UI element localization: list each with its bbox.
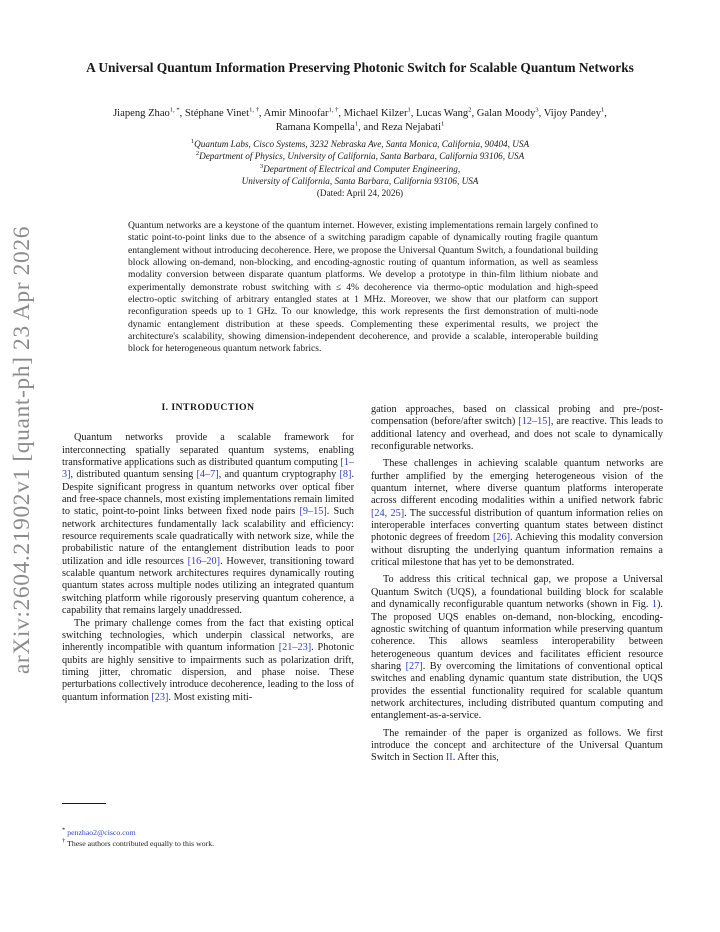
paragraph-text: , are reactive. This leads to additional latency and overhead, and does not scale to dynamically reconfigurable networks. [371, 416, 664, 453]
paragraph-text: , and quantum cryptography [218, 469, 340, 481]
arxiv-identifier-stamp: arXiv:2604.21902v1 [quant-ph] 23 Apr 2026 [9, 225, 35, 675]
author-name: Stéphane Vinet [184, 108, 250, 119]
section-heading-introduction: I. INTRODUCTION [161, 402, 255, 413]
affiliation-text: Department of Physics, University of California, Santa Barbara, California 93106, USA [199, 151, 525, 162]
citation-link[interactable]: [1–3] [62, 457, 354, 481]
paragraph-text: . Most existing miti- [168, 691, 253, 703]
affiliation-mark: 1 [190, 137, 195, 145]
body-paragraph [371, 728, 663, 765]
author-affiliation-mark: 1 [601, 106, 605, 114]
email-link[interactable]: penzhao2@cisco.com [65, 828, 136, 837]
citation-link[interactable]: [8] [339, 469, 352, 481]
citation-link[interactable]: [12–15] [518, 416, 551, 428]
author-name: Jiapeng Zhao [113, 108, 170, 119]
paragraph-text: Quantum networks provide a scalable framework for interconnecting spatially separated quantum systems, enabling transformative applications such as distributed quantum computing [62, 432, 354, 469]
affiliation-mark: 3 [259, 162, 264, 170]
paragraph-text: . Achieving this modality conversion without disrupting the underlying quantum information remains a critical milestone that has yet to be demonstrated. [371, 532, 664, 569]
footnote-text: These authors contributed equally to this work. [65, 838, 215, 848]
dated-line: (Dated: April 24, 2026) [316, 188, 404, 199]
left-column [62, 402, 354, 704]
affiliation-line [80, 175, 640, 187]
body-paragraph [62, 618, 354, 704]
author-affiliation-mark: 1, * [169, 106, 180, 114]
paragraph-text: . Photonic qubits are highly sensitive to impairments such as polarization drift, timing jitter, chromatic dispersion, and phase noise. These perturbations collectively introduce decoherence, leading to the loss of quantum information [62, 642, 354, 703]
body-paragraph [371, 404, 663, 453]
footnote [62, 836, 352, 850]
paragraph-text: To address this critical technical gap, we propose a Universal Quantum Switch (UQS), a foundational building block for scalable and dynamically reconfigurable quantum networks (shown in Fig. [371, 574, 663, 611]
author-affiliation-mark: 1, † [249, 106, 259, 114]
body-paragraph [371, 574, 663, 722]
footnote-rule [62, 803, 106, 804]
affiliation-line [80, 163, 640, 175]
author-name: Galan Moody [476, 108, 536, 119]
paragraph-text: The remainder of the paper is organized as follows. We first introduce the concept and architecture of the Universal Quantum Switch in Section [371, 727, 663, 764]
footnote-mark: * [62, 826, 66, 834]
paragraph-text: . Such network architectures fundamentally lack scalability and efficiency: resource requirements scale quadratically with network size, while the probabilistic nature of the entanglement distribution leads to poor utilization and idle resources [62, 506, 354, 567]
author-affiliation-mark: 1 [354, 119, 359, 127]
paragraph-text: . The successful distribution of quantum information relies on interoperable interfaces converting quantum states between distinct photonic degrees of freedom [371, 507, 664, 544]
footnote [62, 828, 352, 839]
affiliation-text: Quantum Labs, Cisco Systems, 3232 Nebraska Ave, Santa Monica, California, 90404, USA [194, 139, 530, 149]
affiliation-text: Department of Electrical and Computer Engineering, [263, 163, 461, 174]
citation-link[interactable]: [26] [492, 532, 511, 544]
citation-link[interactable]: [23] [151, 691, 169, 703]
author-name: Lucas Wang [416, 108, 469, 119]
paragraph-text: The primary challenge comes from the fact that existing optical switching technologies, which underpin classical networks, are inherently incompatible with quantum information [62, 617, 354, 654]
body-paragraph [62, 432, 354, 617]
affiliation-line [80, 138, 640, 150]
body-paragraph [371, 458, 663, 569]
author-list: Jiapeng Zhao$^{1, *}$, Stéphane Vinet$^{1, \dagger}$, Amir Minoofar$^{1, \dagger}$, Michael Kilzer$^1$, Lucas Wang$^2$, Galan Moody$^3$, Vijoy Pandey$^1$, Ramana Kompella$^1$, and Reza Nejabati$^1$ [113, 106, 607, 133]
paragraph-text: gation approaches, based on classical probing and pre-/post-compensation (before/after switch) [371, 404, 663, 428]
footnote-mark: † [62, 836, 66, 844]
author-name: and Reza Nejabati [363, 121, 442, 133]
affiliation-text: University of California, Santa Barbara, California 93106, USA [241, 175, 479, 186]
affiliation-line [80, 150, 640, 162]
author-name: Ramana Kompella [275, 121, 355, 133]
author-affiliation-mark: 3 [535, 106, 539, 114]
citation-link[interactable]: [9–15] [299, 506, 327, 518]
abstract: Quantum networks are a keystone of the quantum internet. However, existing implementations remain largely confined to static point-to-point links due to the absence of a switching paradigm capable of dynamically routing fragile quantum entanglement without introducing decoherence. Here, we propose the Universal Quantum Switch, a foundational building block allowing on-demand, non-blocking, and encoding-agnostic routing of quantum information, as well as seamless modality conversion between disparate quantum platforms. We develop a prototype in thin-film lithium niobate and experimentally demonstrate robust switching with ≤ 4% decoherence via thermo-optic modulation and high-speed electro-optic switching of arbitrary entangled states at 1 MHz. Moreover, we show that our platform can support reconfiguration speeds up to 1 GHz. To our knowledge, this work represents the first demonstration of multi-node dynamic entanglement distribution at these speeds. Complementing these experimental results, we project the architecture's scalability, showing dimension-independent decoherence, and provide a scalable, interoperable building block for heterogeneous quantum network fabrics. [128, 220, 598, 355]
paper-title: A Universal Quantum Information Preserving Photonic Switch for Scalable Quantum Networks [86, 60, 634, 75]
author-name: Vijoy Pandey [543, 108, 602, 119]
author-affiliation-mark: 2 [468, 106, 472, 114]
paragraph-text: . Despite significant progress in quantum networks over optical fiber and free-space channels, most existing implementations remain limited to static, point-to-point links between fixed node pairs [62, 469, 354, 518]
affiliation-block [80, 138, 640, 199]
paragraph-text: ). The proposed UQS enables on-demand, non-blocking, encoding-agnostic switching of quantum information while preserving quantum coherence. This allows seamless interoperability between heterogeneous quantum devices and facilitates efficient resource sharing [371, 599, 663, 672]
author-affiliation-mark: 1 [441, 119, 445, 127]
citation-link[interactable]: [27] [405, 660, 423, 672]
citation-link[interactable]: II [445, 752, 453, 764]
paragraph-text: . However, transitioning toward scalable quantum network architectures requires dynamically routing quantum states across multiple nodes utilizing an integrated quantum switching platform while rigorously preserving quantum coherence, a capability that remains largely unaddressed. [62, 555, 354, 617]
author-affiliation-mark: 1, † [328, 106, 339, 114]
citation-link[interactable]: 1 [651, 599, 658, 611]
citation-link[interactable]: [16–20] [187, 555, 221, 567]
citation-link[interactable]: [4–7] [196, 469, 219, 481]
citation-link[interactable]: [24, 25] [371, 507, 405, 519]
right-column [371, 404, 663, 765]
author-name: Michael Kilzer [343, 108, 408, 119]
paragraph-text: These challenges in achieving scalable quantum networks are further amplified by the emerging heterogeneous vision of the quantum internet, where diverse quantum platforms interoperate across different encoding modalities within a unified network fabric [371, 458, 663, 507]
citation-link[interactable]: [21–23] [278, 642, 312, 654]
author-affiliation-mark: 1 [407, 106, 411, 114]
affiliation-mark: 2 [195, 150, 200, 158]
paragraph-text: . After this, [452, 752, 499, 764]
paragraph-text: , distributed quantum sensing [70, 469, 197, 481]
footnotes [62, 828, 352, 849]
author-name: Amir Minoofar [263, 108, 329, 119]
paragraph-text: . By overcoming the limitations of conventional optical switches and enabling dynamic quantum state distribution, the UQS provides the essential functionality required for scalable quantum network architectures, including distributed quantum computing and entanglement-as-a-service. [371, 660, 663, 722]
